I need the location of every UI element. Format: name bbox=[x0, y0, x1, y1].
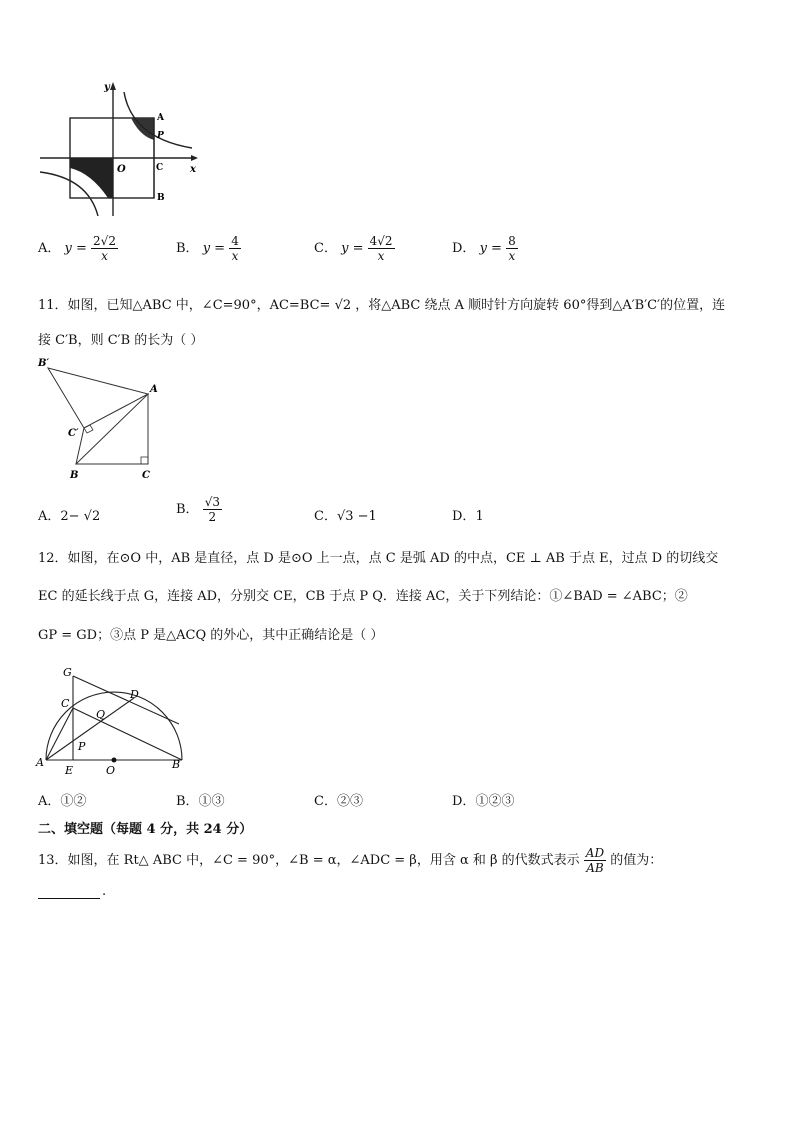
label-C: C bbox=[142, 470, 150, 481]
label-G: G bbox=[63, 666, 72, 679]
q10-option-b[interactable]: B． y = $\frac{4}{x}$ bbox=[176, 234, 239, 263]
label-Bp: B′ bbox=[38, 358, 50, 369]
right-angle-Cp bbox=[84, 425, 93, 433]
shaded-region-top bbox=[131, 118, 154, 140]
segment-AD bbox=[46, 698, 134, 760]
label-B: B bbox=[172, 758, 181, 771]
label-B: B bbox=[157, 193, 165, 203]
label-E: E bbox=[65, 764, 74, 777]
section-heading-fill-in: 二、填空题（每题 4 分，共 24 分） bbox=[38, 822, 253, 837]
q11-option-c[interactable]: C．√3 −1 bbox=[314, 509, 377, 524]
label-P: P bbox=[78, 740, 86, 753]
q12-option-d[interactable]: D．①②③ bbox=[452, 794, 515, 809]
label-D: D bbox=[130, 688, 139, 701]
label-A: A bbox=[150, 384, 158, 395]
label-Cp: C′ bbox=[68, 428, 79, 439]
label-O: O bbox=[117, 164, 126, 175]
q11-option-b[interactable]: B． $\frac{√3}{2}$ bbox=[176, 495, 220, 524]
q12-option-c[interactable]: C．②③ bbox=[314, 794, 363, 809]
q10-option-a[interactable]: A． y = $\frac{2√2}{x}$ bbox=[38, 234, 116, 263]
hyperbola-branch-2 bbox=[40, 172, 98, 216]
q11-text-line2: 接 C′B，则 C′B 的长为（ ） bbox=[38, 333, 204, 348]
label-P: P bbox=[157, 131, 164, 141]
tangent-GD bbox=[73, 676, 179, 724]
q12-figure bbox=[34, 660, 194, 780]
q11-option-a[interactable]: A．2− √2 bbox=[38, 509, 101, 524]
center-O bbox=[112, 758, 117, 763]
label-A: A bbox=[36, 756, 44, 769]
q10-figure bbox=[36, 78, 206, 218]
shaded-region-bottom bbox=[70, 158, 113, 198]
y-axis-arrow bbox=[110, 82, 116, 90]
label-O: O bbox=[106, 764, 116, 777]
label-y: y bbox=[104, 82, 110, 93]
segment-AC bbox=[46, 708, 73, 760]
q12-text-line2: EC 的延长线于点 G，连接 AD，分别交 CE，CB 于点 P Q．连接 AC，关于下列结论：①∠BAD = ∠ABC；② bbox=[38, 589, 688, 604]
q11-option-d[interactable]: D．1 bbox=[452, 509, 484, 524]
q13-answer-blank[interactable] bbox=[38, 884, 100, 899]
q10-option-d[interactable]: D． y = $\frac{8}{x}$ bbox=[452, 234, 516, 263]
q13-blank-end: . bbox=[102, 884, 107, 899]
x-axis-arrow bbox=[191, 155, 198, 161]
q12-option-a[interactable]: A．①② bbox=[38, 794, 87, 809]
q12-text-line3: GP = GD；③点 P 是△ACQ 的外心，其中正确结论是（ ） bbox=[38, 628, 384, 643]
right-angle-C bbox=[141, 457, 148, 464]
label-C: C bbox=[61, 697, 70, 710]
label-Q: Q bbox=[96, 708, 106, 721]
label-B: B bbox=[70, 470, 79, 481]
q12-text-line1: 12．如图，在⊙O 中，AB 是直径，点 D 是⊙O 上一点，点 C 是弧 AD 的中点，CE ⊥ AB 于点 E，过点 D 的切线交 bbox=[38, 551, 719, 566]
q13-fraction: $\frac{AD}{AB}$ bbox=[585, 846, 605, 875]
q10-option-c[interactable]: C． y = $\frac{4√2}{x}$ bbox=[314, 234, 393, 263]
q12-option-b[interactable]: B．①③ bbox=[176, 794, 225, 809]
q11-figure bbox=[34, 354, 164, 484]
label-x: x bbox=[190, 164, 196, 175]
triangle-ApBpCp bbox=[48, 368, 148, 428]
q13-text: 13．如图，在 Rt△ ABC 中，∠C = 90°，∠B = α，∠ADC = β，用含 α 和 β 的代数式表示 $\frac{AD}{AB}$ 的值为： bbox=[38, 846, 663, 875]
q11-text-line1: 11．如图，已知△ABC 中，∠C=90°，AC=BC= √2 ，将△ABC 绕点 A 顺时针方向旋转 60°得到△A′B′C′的位置，连 bbox=[38, 298, 726, 313]
label-C: C bbox=[156, 163, 164, 173]
label-A: A bbox=[157, 113, 164, 123]
triangle-ABC bbox=[76, 394, 148, 464]
